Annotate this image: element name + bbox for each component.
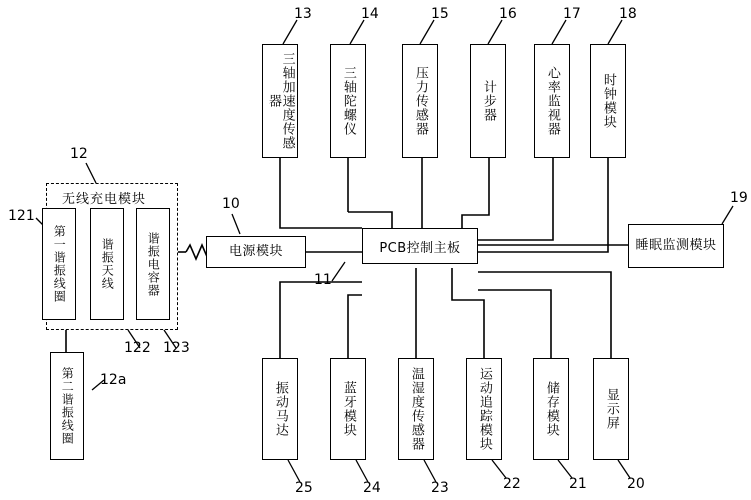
module-triaxial-accelerometer[interactable] bbox=[262, 44, 298, 158]
module-label: 睡眠监测模块 bbox=[635, 237, 717, 253]
wireless-charging-label: 无线充电模块 bbox=[62, 192, 147, 207]
module-triaxial-gyroscope[interactable] bbox=[330, 44, 366, 158]
ref-19: 19 bbox=[730, 190, 748, 206]
module-vibration-motor[interactable] bbox=[262, 358, 298, 460]
ref-12a: 12a bbox=[100, 372, 127, 388]
module-storage[interactable] bbox=[533, 358, 569, 460]
ref-11: 11 bbox=[314, 272, 332, 288]
module-label: 振动马达 bbox=[272, 381, 288, 437]
coil-resonant-capacitor[interactable] bbox=[136, 208, 170, 320]
ref-17: 17 bbox=[563, 6, 581, 22]
module-label: 压力传感器 bbox=[412, 66, 428, 136]
coil-label: 谐振天线 bbox=[100, 238, 115, 290]
coil-second-resonant[interactable] bbox=[50, 352, 84, 460]
ref-123: 123 bbox=[163, 340, 190, 356]
module-temp-humidity-sensor[interactable] bbox=[398, 358, 434, 460]
ref-22: 22 bbox=[503, 476, 521, 492]
ref-24: 24 bbox=[363, 480, 381, 496]
module-heart-rate-monitor[interactable] bbox=[534, 44, 570, 158]
module-power-supply[interactable] bbox=[206, 236, 306, 268]
ref-14: 14 bbox=[361, 6, 379, 22]
module-pressure-sensor[interactable] bbox=[402, 44, 438, 158]
module-label: 温湿度传感器 bbox=[408, 367, 424, 451]
module-label: 电源模块 bbox=[228, 244, 283, 260]
ref-20: 20 bbox=[627, 476, 645, 492]
ref-16: 16 bbox=[499, 6, 517, 22]
coil-resonant-antenna[interactable] bbox=[90, 208, 124, 320]
module-clock[interactable] bbox=[590, 44, 626, 158]
coil-label: 第一谐振线圈 bbox=[52, 225, 67, 303]
module-sleep-monitor[interactable] bbox=[628, 224, 724, 268]
module-label: 时钟模块 bbox=[600, 73, 616, 129]
coil-label: 谐振电容器 bbox=[146, 231, 161, 297]
ref-13: 13 bbox=[294, 6, 312, 22]
ref-121: 121 bbox=[8, 208, 35, 224]
ref-23: 23 bbox=[431, 480, 449, 496]
module-label: 心率监视器 bbox=[544, 66, 560, 136]
module-bluetooth[interactable] bbox=[330, 358, 366, 460]
ref-18: 18 bbox=[619, 6, 637, 22]
module-label: 储存模块 bbox=[543, 381, 559, 437]
ref-25: 25 bbox=[295, 480, 313, 496]
module-motion-tracking[interactable] bbox=[466, 358, 502, 460]
module-label: 三轴陀螺仪 bbox=[340, 66, 356, 136]
module-display-screen[interactable] bbox=[593, 358, 629, 460]
module-label: 三轴加速度传感器 bbox=[266, 52, 295, 150]
controller-label: PCB控制主板 bbox=[379, 240, 461, 256]
ref-12: 12 bbox=[70, 146, 88, 162]
pcb-control-board[interactable] bbox=[362, 228, 478, 264]
ref-10: 10 bbox=[222, 196, 240, 212]
module-label: 蓝牙模块 bbox=[340, 381, 356, 437]
module-label: 计步器 bbox=[480, 80, 496, 122]
ref-122: 122 bbox=[124, 340, 151, 356]
module-label: 显示屏 bbox=[603, 388, 619, 430]
coil-first-resonant[interactable] bbox=[42, 208, 76, 320]
ref-21: 21 bbox=[569, 476, 587, 492]
module-pedometer[interactable] bbox=[470, 44, 506, 158]
ref-15: 15 bbox=[431, 6, 449, 22]
module-label: 运动追踪模块 bbox=[476, 367, 492, 451]
coil-label: 第二谐振线圈 bbox=[60, 367, 75, 445]
